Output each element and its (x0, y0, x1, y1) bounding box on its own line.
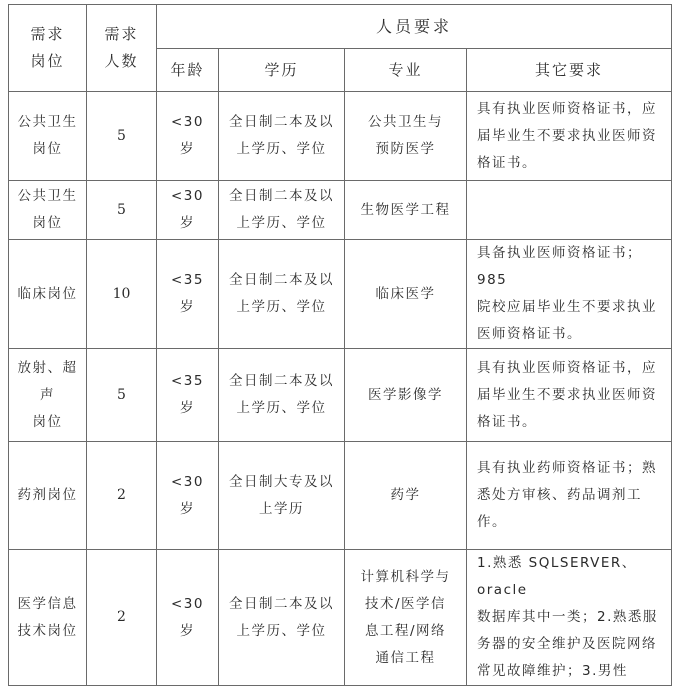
cell-other-empty (467, 181, 672, 240)
cell-education: 全日制二本及以 上学历、学位 (219, 550, 345, 686)
cell-age: <30 岁 (157, 442, 219, 550)
cell-age: <30 岁 (157, 92, 219, 181)
cell-major: 生物医学工程 (345, 181, 467, 240)
header-major: 专业 (345, 49, 467, 92)
cell-count: 5 (87, 181, 157, 240)
cell-count: 10 (87, 240, 157, 349)
cell-count: 2 (87, 442, 157, 550)
header-position: 需求 岗位 (9, 5, 87, 92)
cell-position: 公共卫生 岗位 (9, 92, 87, 181)
cell-position: 临床岗位 (9, 240, 87, 349)
cell-education: 全日制二本及以 上学历、学位 (219, 240, 345, 349)
cell-position: 药剂岗位 (9, 442, 87, 550)
cell-education: 全日制大专及以 上学历 (219, 442, 345, 550)
cell-age: <35 岁 (157, 349, 219, 442)
cell-age: <35 岁 (157, 240, 219, 349)
cell-position: 放射、超声 岗位 (9, 349, 87, 442)
cell-count: 5 (87, 349, 157, 442)
header-requirements: 人员要求 (157, 5, 672, 49)
header-age: 年龄 (157, 49, 219, 92)
table-row (9, 92, 672, 181)
cell-major: 医学影像学 (345, 349, 467, 442)
table-row (9, 442, 672, 550)
recruitment-requirements-table (8, 4, 672, 686)
cell-other: 具有执业医师资格证书，应 届毕业生不要求执业医师资 格证书。 (467, 349, 672, 442)
header-row-top (9, 5, 672, 49)
header-education: 学历 (219, 49, 345, 92)
cell-major: 公共卫生与 预防医学 (345, 92, 467, 181)
table-row (9, 240, 672, 349)
cell-major: 临床医学 (345, 240, 467, 349)
cell-position: 医学信息 技术岗位 (9, 550, 87, 686)
cell-other: 1.熟悉 SQLSERVER、oracle 数据库其中一类；2.熟悉服 务器的安全维护及医院网络 常见故障维护；3.男性 (467, 550, 672, 686)
table-row (9, 349, 672, 442)
cell-age: <30 岁 (157, 550, 219, 686)
cell-count: 5 (87, 92, 157, 181)
cell-education: 全日制二本及以 上学历、学位 (219, 181, 345, 240)
cell-major: 计算机科学与 技术/医学信 息工程/网络 通信工程 (345, 550, 467, 686)
cell-other: 具有执业药师资格证书；熟 悉处方审核、药品调剂工作。 (467, 442, 672, 550)
cell-position: 公共卫生 岗位 (9, 181, 87, 240)
header-count: 需求 人数 (87, 5, 157, 92)
cell-other: 具有执业医师资格证书，应 届毕业生不要求执业医师资 格证书。 (467, 92, 672, 181)
table-row (9, 550, 672, 686)
cell-other: 具备执业医师资格证书；985 院校应届毕业生不要求执业 医师资格证书。 (467, 240, 672, 349)
header-other: 其它要求 (467, 49, 672, 92)
cell-major: 药学 (345, 442, 467, 550)
cell-age: <30 岁 (157, 181, 219, 240)
cell-education: 全日制二本及以 上学历、学位 (219, 349, 345, 442)
table-row (9, 181, 672, 240)
cell-education: 全日制二本及以 上学历、学位 (219, 92, 345, 181)
cell-count: 2 (87, 550, 157, 686)
